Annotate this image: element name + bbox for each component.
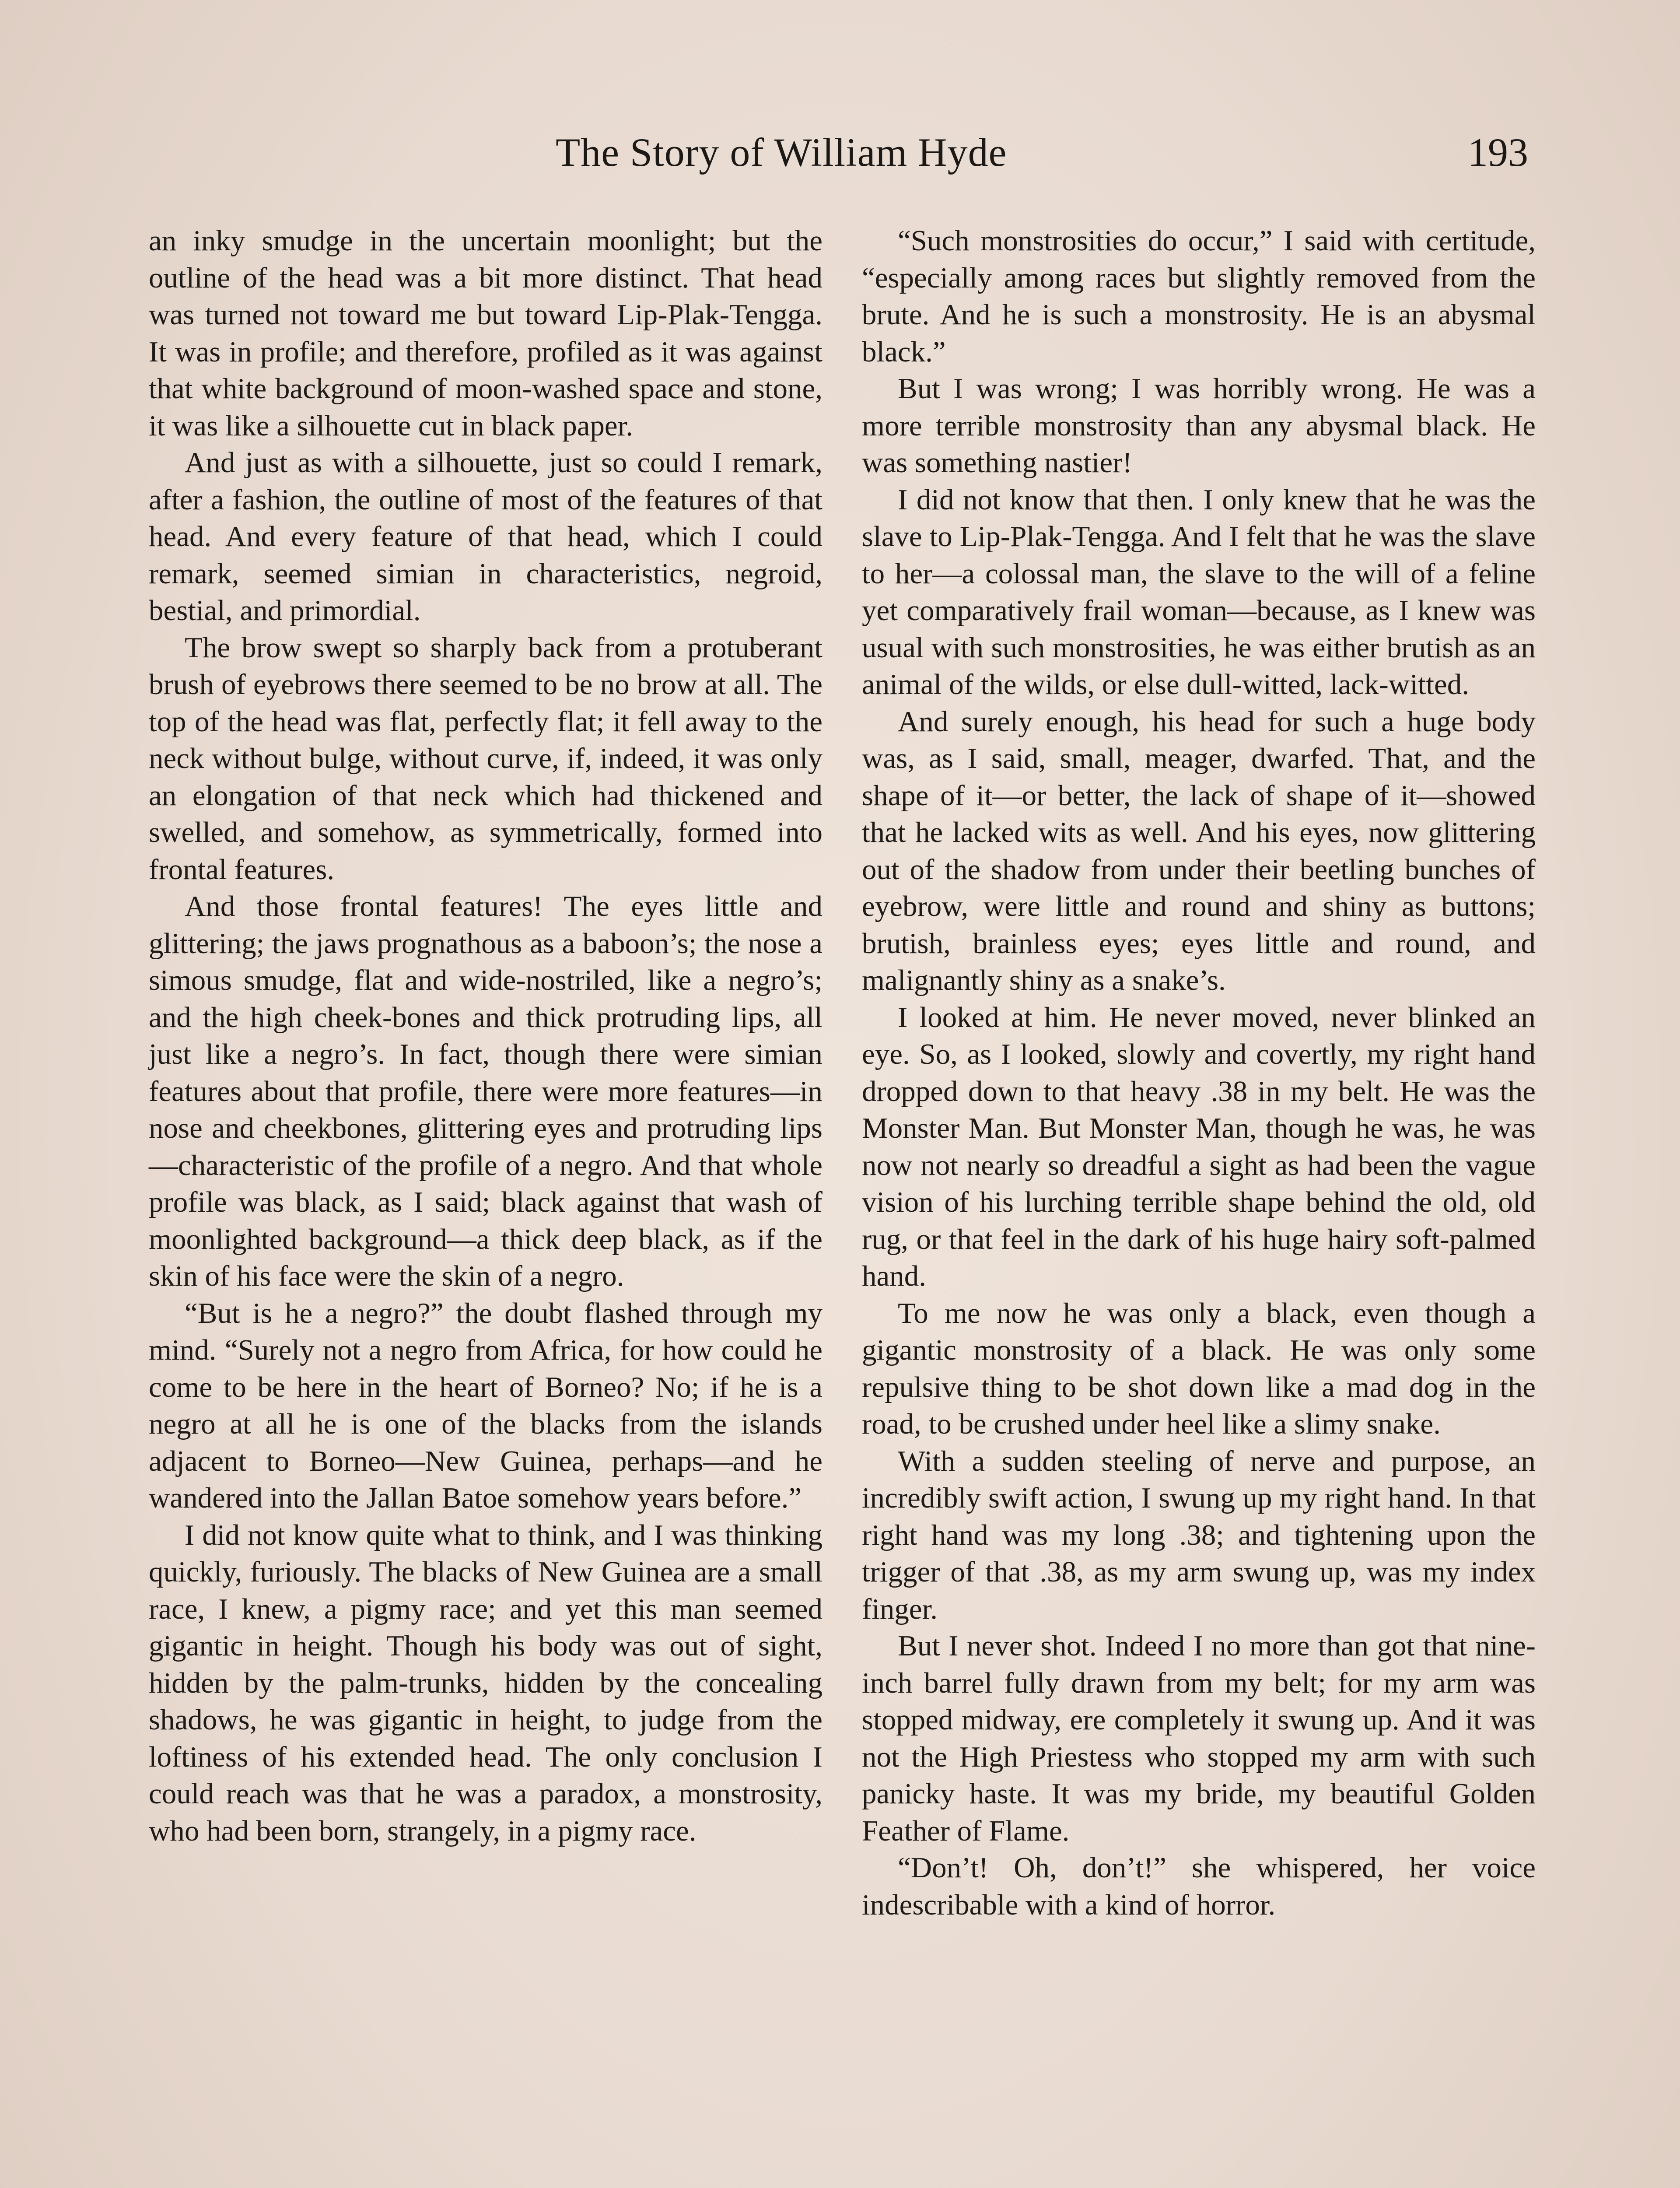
paragraph: “Don’t! Oh, don’t!” she whispered, her voice indescribable with a kind of horror. xyxy=(862,1851,1536,1921)
page-number: 193 xyxy=(1468,130,1528,175)
paragraph: And those frontal features! The eyes little and glittering; the jaws prognathous as a baboon’s; the nose a simous smudge, flat and wide-nostriled, like a negro’s; and the high cheek-bones and thick protruding lips, all just like a negro’s. In fact, though there were simian features about that profile, there were more features—in nose and cheekbones, glittering eyes and protruding lips—characteristic of the profile of a negro. And that whole profile was black, as I said; black against that wash of moonlighted background—a thick deep black, as if the skin of his face were the skin of a negro. xyxy=(149,890,822,1292)
running-title: The Story of William Hyde xyxy=(556,130,1007,175)
paragraph: But I was wrong; I was horribly wrong. He was a more terrible monstrosity than any abysmal black. He was something nastier! xyxy=(862,372,1536,479)
paragraph: But I never shot. Indeed I no more than got that nine-inch barrel fully drawn from my belt; for my arm was stopped midway, ere completely it swung up. And it was not the High Priestess who stopped my arm with such panicky haste. It was my bride, my beautiful Golden Feather of Flame. xyxy=(862,1630,1536,1847)
right-column xyxy=(862,222,1536,1923)
paragraph: And surely enough, his head for such a huge body was, as I said, small, meager, dwarfed. That, and the shape of it—or better, the lack of shape of it—showed that he lacked wits as well. And his eyes, now glittering out of the shadow from under their beetling bunches of eyebrow, were little and round and shiny as buttons; brutish, brainless eyes; eyes little and round, and malignantly shiny as a snake’s. xyxy=(862,705,1536,996)
paragraph: I did not know that then. I only knew that he was the slave to Lip-Plak-Tengga. And I felt that he was the slave to her—a colossal man, the slave to the will of a feline yet comparatively frail woman—because, as I knew was usual with such monstrosities, he was either brutish as an animal of the wilds, or else dull-witted, lack-witted. xyxy=(862,483,1536,701)
paragraph: an inky smudge in the uncertain moonlight; but the outline of the head was a bit more distinct. That head was turned not toward me but toward Lip-Plak-Tengga. It was in profile; and therefore, profiled as it was against that white background of moon-washed space and stone, it was like a silhouette cut in black paper. xyxy=(149,224,822,442)
paragraph: I looked at him. He never moved, never blinked an eye. So, as I looked, slowly and covertly, my right hand dropped down to that heavy .38 in my belt. He was the Monster Man. But Monster Man, though he was, he was now not nearly so dreadful a sight as had been the vague vision of his lurching terrible shape behind the old, old rug, or that feel in the dark of his huge hairy soft-palmed hand. xyxy=(862,1001,1536,1292)
paragraph: And just as with a silhouette, just so could I remark, after a fashion, the outline of most of the features of that head. And every feature of that head, which I could remark, seemed simian in characteristics, negroid, bestial, and primordial. xyxy=(149,446,822,627)
left-column xyxy=(149,222,822,1849)
paragraph: To me now he was only a black, even though a gigantic monstrosity of a black. He was only some repulsive thing to be shot down like a mad dog in the road, to be crushed under heel like a slimy snake. xyxy=(862,1297,1536,1440)
paragraph: I did not know quite what to think, and I was thinking quickly, furiously. The blacks of New Guinea are a small race, I knew, a pigmy race; and yet this man seemed gigantic in height. Though his body was out of sight, hidden by the palm-trunks, hidden by the concealing shadows, he was gigantic in height, to judge from the loftiness of his extended head. The only conclusion I could reach was that he was a paradox, a monstrosity, who had been born, strangely, in a pigmy race. xyxy=(149,1518,822,1847)
paragraph: “Such monstrosities do occur,” I said with certitude, “especially among races but slightly removed from the brute. And he is such a monstrosity. He is an abysmal black.” xyxy=(862,224,1536,368)
paragraph: The brow swept so sharply back from a protuberant brush of eyebrows there seemed to be no brow at all. The top of the head was flat, perfectly flat; it fell away to the neck without bulge, without curve, if, indeed, it was only an elongation of that neck which had thickened and swelled, and somehow, as symmetrically, formed into frontal features. xyxy=(149,631,822,886)
paragraph: With a sudden steeling of nerve and purpose, an incredibly swift action, I swung up my right hand. In that right hand was my long .38; and tightening upon the trigger of that .38, as my arm swung up, was my index finger. xyxy=(862,1445,1536,1625)
paragraph: “But is he a negro?” the doubt flashed through my mind. “Surely not a negro from Africa, for how could he come to be here in the heart of Borneo? No; if he is a negro at all he is one of the blacks from the islands adjacent to Borneo—New Guinea, perhaps—and he wandered into the Jallan Batoe somehow years before.” xyxy=(149,1297,822,1514)
